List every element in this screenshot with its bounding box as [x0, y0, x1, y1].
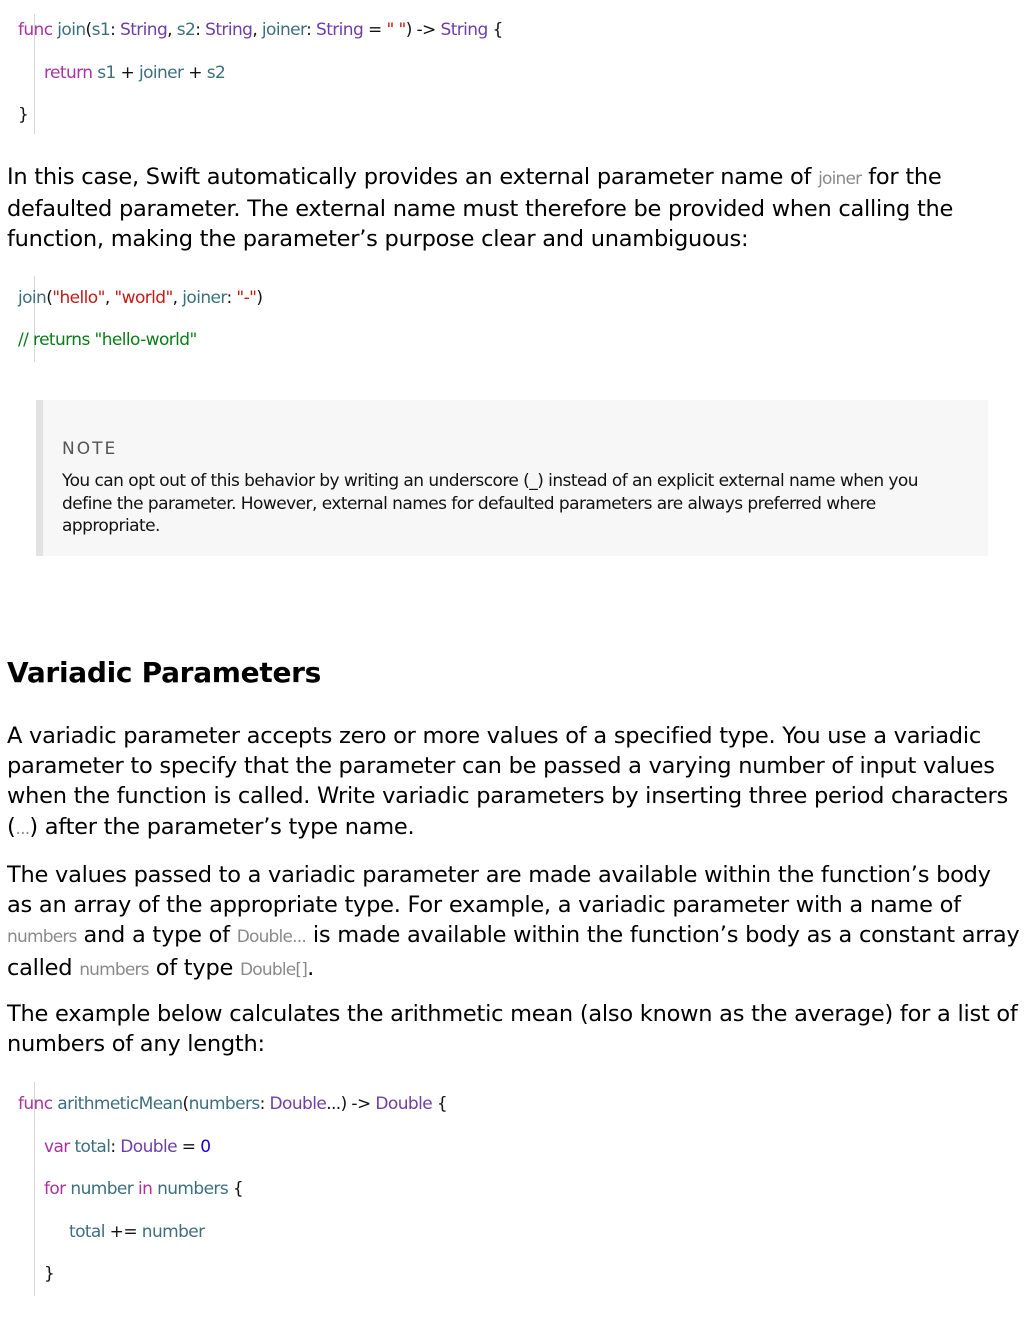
- code-punctuation: ...) ->: [326, 1094, 376, 1114]
- code-punctuation: (: [182, 1094, 189, 1114]
- text: In this case, Swift automatically provides an external parameter name of: [7, 164, 819, 190]
- inline-code: ...: [15, 818, 30, 839]
- code-gutter-line: [34, 1082, 35, 1296]
- code-punctuation: ): [256, 288, 263, 308]
- code-identifier: numbers: [188, 1094, 260, 1114]
- code-type: String: [120, 20, 168, 40]
- inline-code: numbers: [7, 927, 77, 948]
- code-identifier: joiner: [138, 63, 184, 83]
- code-punctuation: (: [85, 20, 92, 40]
- code-identifier: total: [74, 1137, 111, 1157]
- note-body: You can opt out of this behavior by writing an underscore (_) instead of an explicit external name when you define the parameter. However, external names for defaulted parameters are always preferred where appropriate.: [62, 471, 918, 536]
- code-type: String: [205, 20, 253, 40]
- code-punctuation: =: [176, 1137, 201, 1157]
- code-number: 0: [200, 1137, 211, 1157]
- code-punctuation: +=: [104, 1222, 142, 1242]
- code-line: [18, 20, 503, 40]
- code-identifier: total: [69, 1222, 105, 1242]
- code-identifier: joiner: [182, 288, 227, 308]
- note-callout: [36, 400, 988, 556]
- code-keyword: in: [137, 1179, 153, 1199]
- code-identifier: join: [18, 288, 47, 308]
- code-line: [18, 330, 197, 350]
- code-punctuation: {: [487, 20, 503, 40]
- paragraph-mean-example: [7, 999, 1021, 1059]
- code-keyword: var: [44, 1137, 70, 1157]
- code-line: [18, 105, 28, 125]
- paragraph-variadic-array: [7, 860, 1021, 985]
- code-keyword: func: [18, 20, 53, 40]
- code-block-join-definition: [0, 14, 1000, 134]
- code-punctuation: :: [226, 288, 237, 308]
- section-heading: Variadic Parameters: [7, 656, 322, 689]
- code-identifier: s2: [176, 20, 196, 40]
- code-identifier: number: [70, 1179, 134, 1199]
- code-punctuation: ,: [172, 288, 183, 308]
- code-punctuation: +: [183, 63, 207, 83]
- code-punctuation: ) ->: [405, 20, 441, 40]
- code-keyword: func: [18, 1094, 53, 1114]
- code-keyword: return: [44, 63, 93, 83]
- text: is made available within the function’s body as a constant array called: [7, 922, 1020, 981]
- paragraph-variadic-intro: [7, 721, 1021, 844]
- code-punctuation: =: [363, 20, 387, 40]
- text: ) after the parameter’s type name.: [29, 813, 415, 840]
- code-punctuation: (: [46, 288, 53, 308]
- code-punctuation: :: [195, 20, 206, 40]
- code-line: [44, 1264, 54, 1284]
- text: and a type of: [76, 922, 237, 949]
- code-punctuation: ,: [104, 288, 115, 308]
- code-line: [44, 63, 225, 83]
- code-string: " ": [386, 20, 406, 40]
- code-identifier: numbers: [157, 1179, 229, 1199]
- code-string: "-": [236, 288, 257, 308]
- code-identifier: join: [57, 20, 86, 40]
- code-punctuation: ,: [252, 20, 262, 40]
- code-identifier: s1: [97, 63, 116, 83]
- code-line: [18, 288, 262, 308]
- code-type: Double: [120, 1137, 177, 1157]
- code-type: Double: [375, 1094, 433, 1114]
- code-identifier: joiner: [261, 20, 307, 40]
- code-punctuation: ,: [167, 20, 177, 40]
- code-type: String: [316, 20, 364, 40]
- code-identifier: s1: [91, 20, 111, 40]
- text: A variadic parameter accepts zero or more values of a specified type. You use a variadic parameter to specify that the parameter can be passed a varying number of input values when the function is called. Write variadic parameters by inserting three period characters (: [7, 723, 1008, 840]
- code-block-arithmetic-mean: [0, 1082, 1000, 1296]
- code-punctuation: }: [18, 105, 29, 125]
- text: .: [307, 954, 314, 981]
- code-punctuation: :: [306, 20, 317, 40]
- code-punctuation: :: [110, 20, 120, 40]
- text: for the defaulted parameter. The external name must therefore be provided when calling the function, making the parameter’s purpose clear and unambiguous:: [7, 164, 954, 253]
- inline-code: Double[]: [239, 959, 308, 980]
- code-string: "hello": [52, 288, 105, 308]
- code-punctuation: +: [115, 63, 139, 83]
- code-keyword: for: [44, 1179, 66, 1199]
- code-punctuation: :: [259, 1094, 270, 1114]
- code-punctuation: }: [44, 1264, 55, 1284]
- inline-code: Double...: [236, 927, 306, 948]
- inline-code: joiner: [818, 169, 862, 189]
- code-line: [44, 1179, 243, 1199]
- code-punctuation: :: [110, 1137, 121, 1157]
- code-type: Double: [269, 1094, 327, 1114]
- code-line: [44, 1137, 210, 1157]
- code-identifier: number: [141, 1222, 205, 1242]
- code-identifier: arithmeticMean: [57, 1094, 183, 1114]
- text: The example below calculates the arithmetic mean (also known as the average) for a list of numbers of any length:: [7, 1001, 1018, 1058]
- code-line: [69, 1222, 205, 1242]
- code-type: String: [440, 20, 488, 40]
- code-block-join-call: [0, 276, 1000, 362]
- code-identifier: s2: [206, 63, 226, 83]
- code-punctuation: {: [432, 1094, 448, 1114]
- code-punctuation: {: [228, 1179, 244, 1199]
- code-line: [18, 1094, 447, 1114]
- inline-code: numbers: [79, 959, 149, 980]
- text: of type: [148, 954, 240, 981]
- code-comment: // returns "hello-world": [18, 330, 197, 350]
- paragraph-external-name: [7, 162, 1021, 255]
- text: The values passed to a variadic parameter are made available within the function’s body as an array of the appropriate type. For example, a variadic parameter with a name of: [7, 862, 991, 919]
- note-title: NOTE: [62, 439, 118, 459]
- code-string: "world": [114, 288, 173, 308]
